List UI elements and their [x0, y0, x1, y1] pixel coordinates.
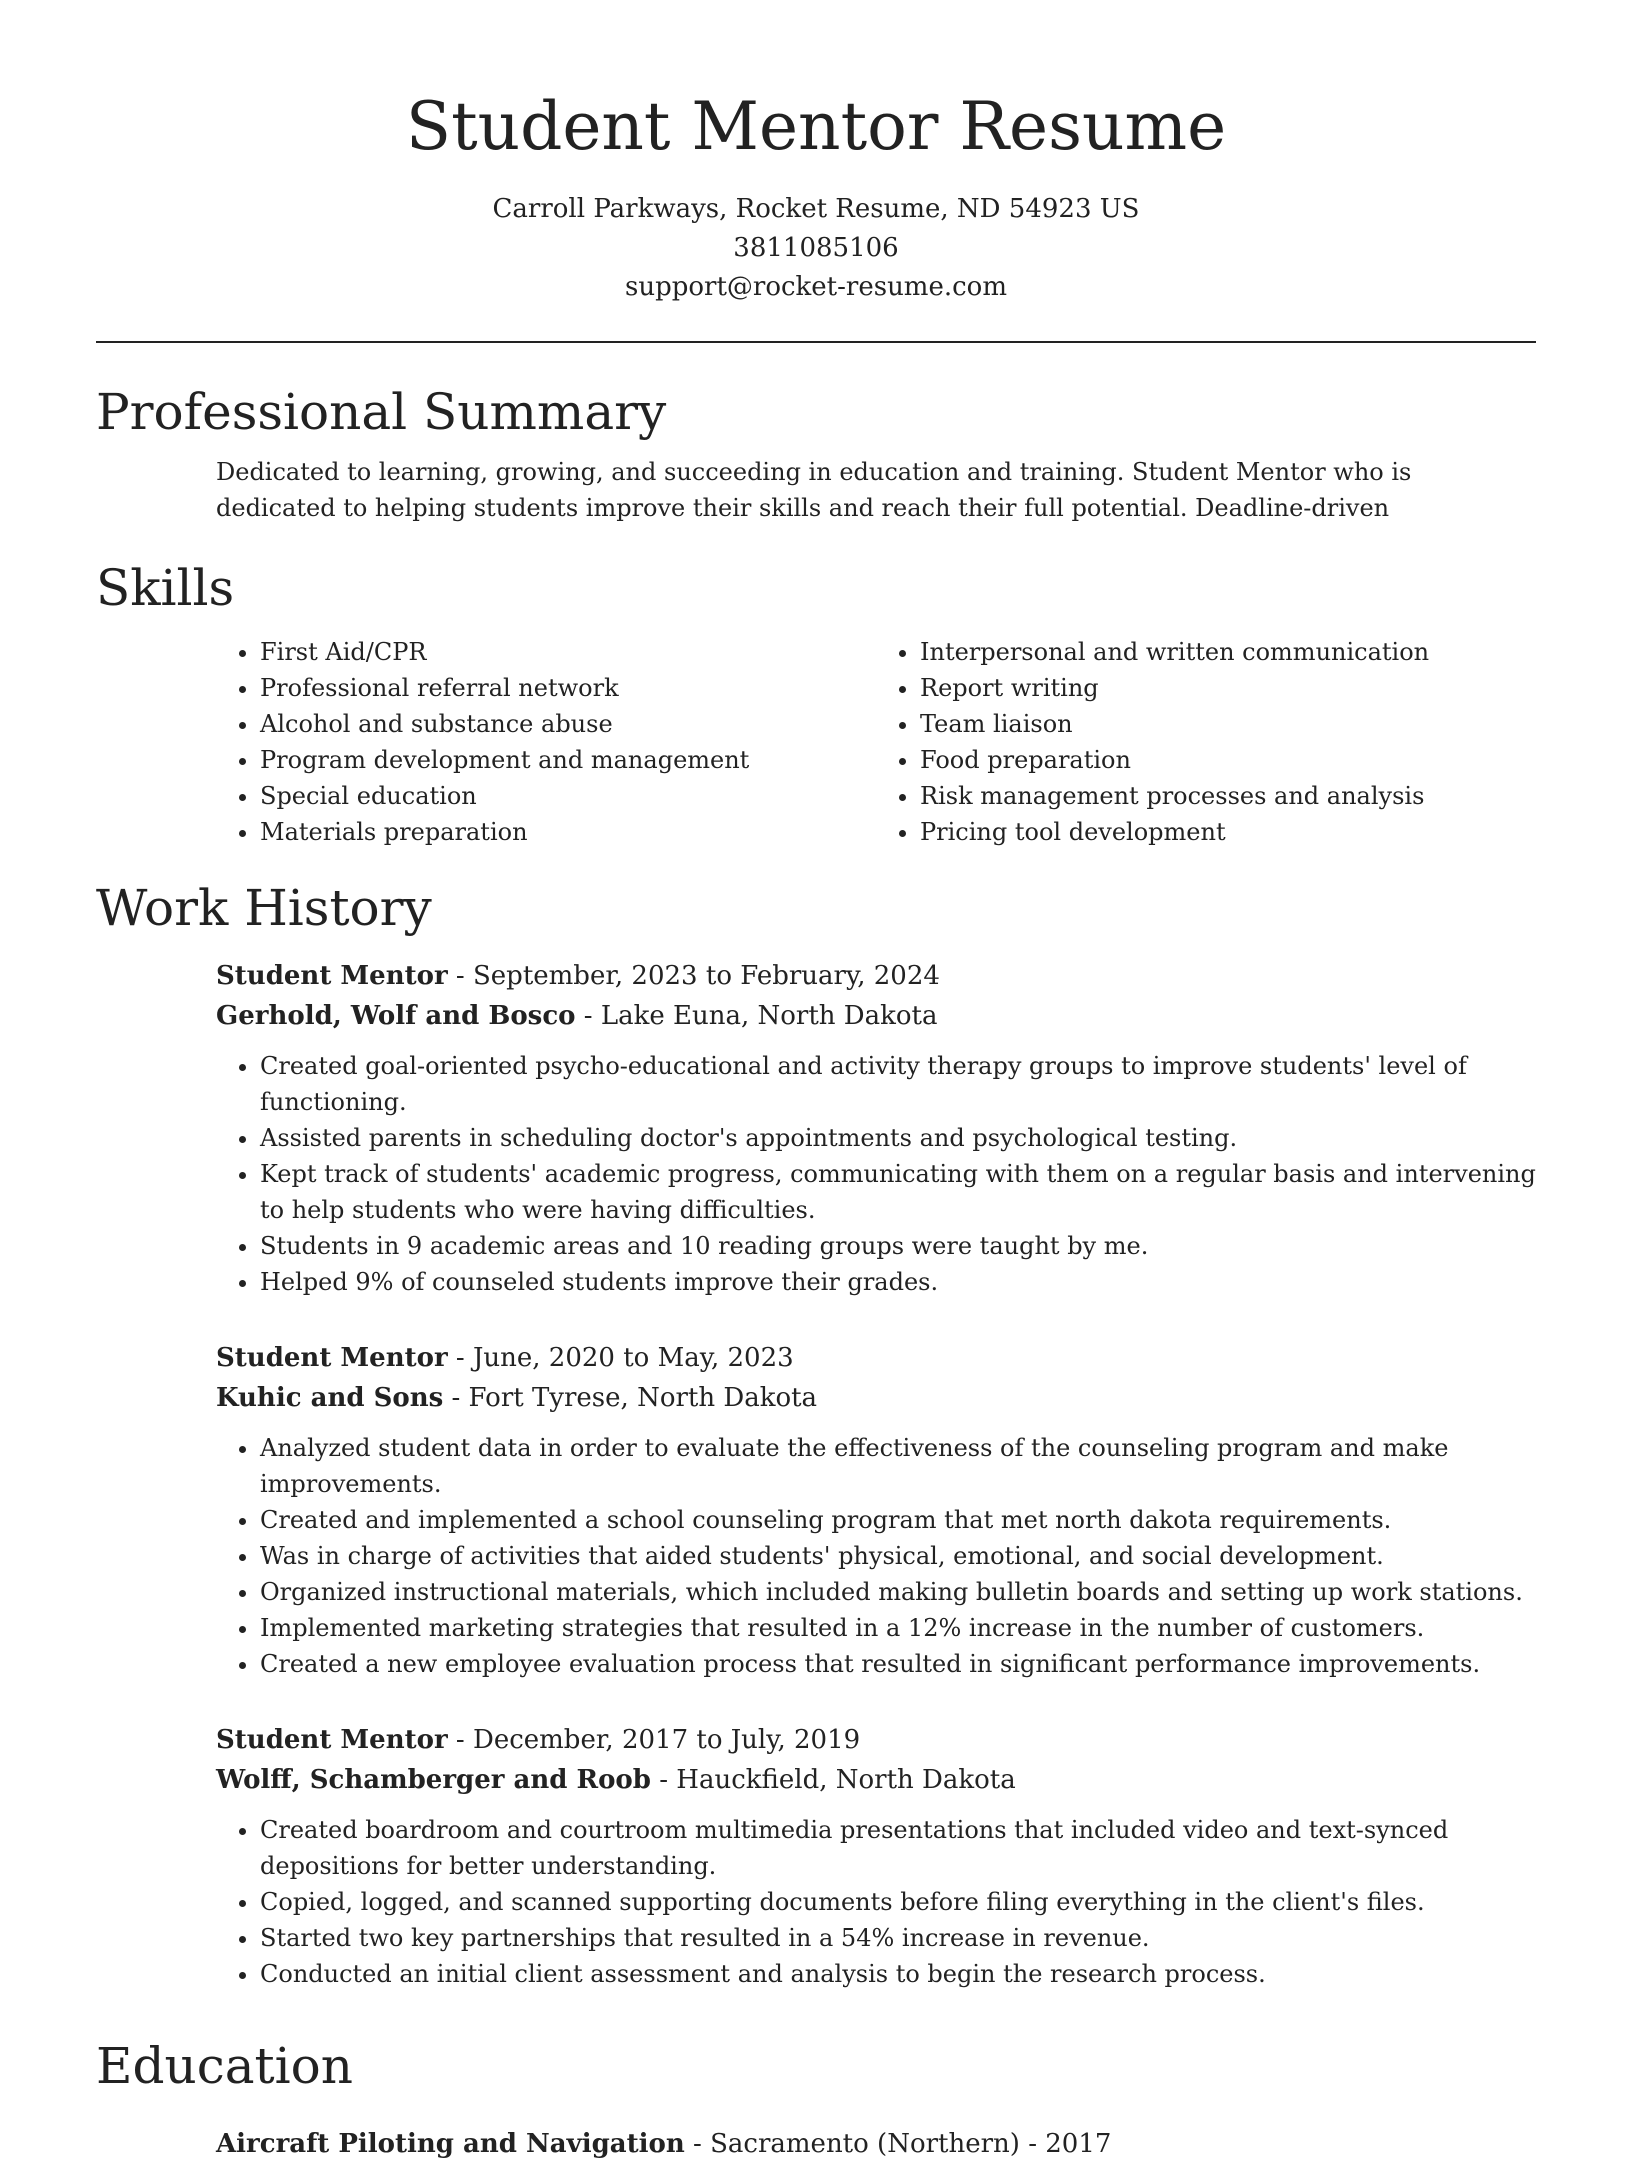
skill-item: • Team liaison [920, 706, 1536, 742]
job-company-line [216, 1378, 1536, 1418]
summary-heading: Professional Summary [96, 383, 667, 441]
education-details: - Sacramento (Northern) - 2017 [684, 2129, 1112, 2159]
job-bullets [216, 1048, 1536, 1300]
job-title: Student Mentor [216, 1725, 448, 1755]
education-degree: Aircraft Piloting and Navigation [216, 2129, 685, 2159]
skills-list [216, 634, 1536, 850]
job-company: Wolff, Schamberger and Roob [216, 1765, 651, 1795]
job-bullet: • Created a new employee evaluation process that resulted in significant performance improvements. [260, 1646, 1536, 1682]
job-bullets [216, 1812, 1536, 1992]
job-company-line [216, 1760, 1536, 1800]
education-heading: Education [96, 2037, 353, 2095]
resume-content [96, 376, 1536, 2164]
job-location: - Lake Euna, North Dakota [575, 1001, 938, 1031]
job-title: Student Mentor [216, 1343, 448, 1373]
job-location: - Hauckfield, North Dakota [650, 1765, 1016, 1795]
job-bullet: • Was in charge of activities that aided students' physical, emotional, and social development. [260, 1538, 1536, 1574]
skill-item: • Professional referral network [260, 670, 876, 706]
job-location: - Fort Tyrese, North Dakota [443, 1383, 818, 1413]
job-bullet: • Copied, logged, and scanned supporting documents before filing everything in the client's files. [260, 1884, 1536, 1920]
education-entry [216, 2124, 1536, 2164]
header-divider [96, 341, 1536, 343]
contact-block [0, 190, 1632, 307]
job-bullet: • Conducted an initial client assessment and analysis to begin the research process. [260, 1956, 1536, 1992]
job-entry [216, 956, 1536, 1300]
job-company: Kuhic and Sons [216, 1383, 444, 1413]
job-dates: - December, 2017 to July, 2019 [447, 1725, 861, 1755]
contact-address: Carroll Parkways, Rocket Resume, ND 54923 US [492, 194, 1140, 224]
job-bullet: • Students in 9 academic areas and 10 reading groups were taught by me. [260, 1228, 1536, 1264]
job-role-line [216, 956, 1536, 996]
skill-item: • Food preparation [920, 742, 1536, 778]
job-bullets [216, 1430, 1536, 1682]
job-bullet: • Assisted parents in scheduling doctor's appointments and psychological testing. [260, 1120, 1536, 1156]
contact-phone: 3811085106 [733, 233, 899, 263]
job-bullet: • Created goal-oriented psycho-educational and activity therapy groups to improve students' level of functioning. [260, 1048, 1536, 1120]
job-dates: - September, 2023 to February, 2024 [447, 961, 940, 991]
skill-item: • Risk management processes and analysis [920, 778, 1536, 814]
job-bullet: • Created and implemented a school counseling program that met north dakota requirements. [260, 1502, 1536, 1538]
skill-item: • Materials preparation [260, 814, 876, 850]
resume-header [0, 0, 1632, 307]
skill-item: • First Aid/CPR [260, 634, 876, 670]
skill-item: • Pricing tool development [920, 814, 1536, 850]
work-history-heading: Work History [96, 879, 432, 937]
job-role-line [216, 1720, 1536, 1760]
skill-item: • Alcohol and substance abuse [260, 706, 876, 742]
page-title: Student Mentor Resume [405, 88, 1227, 165]
summary-text: Dedicated to learning, growing, and succeeding in education and training. Student Mentor who is dedicated to helping students improve their skills and reach their full potential. Deadline-driven [216, 458, 1412, 522]
skills-column-left [216, 634, 876, 850]
job-bullet: • Started two key partnerships that resulted in a 54% increase in revenue. [260, 1920, 1536, 1956]
job-bullet: • Created boardroom and courtroom multimedia presentations that included video and text-synced depositions for better understanding. [260, 1812, 1536, 1884]
job-company: Gerhold, Wolf and Bosco [216, 1001, 576, 1031]
skills-heading: Skills [96, 559, 235, 617]
job-bullet: • Analyzed student data in order to evaluate the effectiveness of the counseling program and make improvements. [260, 1430, 1536, 1502]
job-bullet: • Organized instructional materials, which included making bulletin boards and setting up work stations. [260, 1574, 1536, 1610]
job-bullet: • Kept track of students' academic progress, communicating with them on a regular basis and intervening to help students who were having difficulties. [260, 1156, 1536, 1228]
job-entry [216, 1338, 1536, 1682]
job-dates: - June, 2020 to May, 2023 [447, 1343, 794, 1373]
skills-column-right [876, 634, 1536, 850]
job-bullet: • Helped 9% of counseled students improve their grades. [260, 1264, 1536, 1300]
job-bullet: • Implemented marketing strategies that resulted in a 12% increase in the number of customers. [260, 1610, 1536, 1646]
skill-item: • Special education [260, 778, 876, 814]
job-title: Student Mentor [216, 961, 448, 991]
contact-email: support@rocket-resume.com [624, 272, 1007, 302]
job-entry [216, 1720, 1536, 1992]
job-role-line [216, 1338, 1536, 1378]
skill-item: • Interpersonal and written communication [920, 634, 1536, 670]
skill-item: • Report writing [920, 670, 1536, 706]
job-company-line [216, 996, 1536, 1036]
skill-item: • Program development and management [260, 742, 876, 778]
